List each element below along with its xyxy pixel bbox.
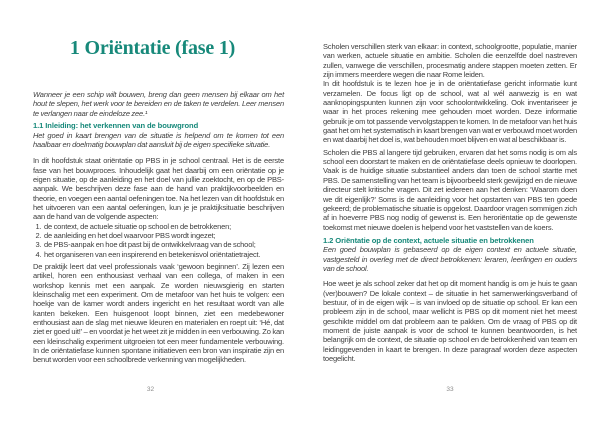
aspect-list-item-3: 3. de PBS-aanpak en hoe dit past bij de ontwikkelvraag van de school; xyxy=(43,240,284,249)
aspect-list-item-4: 4. het organiseren van een inspirerend en betekenisvol oriëntatietraject. xyxy=(43,250,284,259)
chapter-title: 1 Oriëntatie (fase 1) xyxy=(69,37,236,59)
page-left xyxy=(33,0,284,425)
aspect-list-item-1: 1. de context, de actuele situatie op school en de betrokkenen; xyxy=(43,222,284,231)
section-1-2-lead: Een goed bouwplan is gebaseerd op de eigen context en actuele situatie, vastgesteld in overleg met de direct betrokkenen: leraren, leerlingen en ouders van de school. xyxy=(323,245,577,274)
section-1-2-heading: 1.2 Oriëntatie op de context, actuele situatie en betrokkenen xyxy=(323,235,534,245)
right-paragraph-1b: In dit hoofdstuk is te lezen hoe je in de oriëntatiefase gericht informatie kunt verzamelen. De focus ligt op de school, wat al wél aanwezig is en wat aanknopingspunten kunnen zijn voor schoolontwikkeling. Ook inventariseer je waar in het proces rekening mee gehouden moet worden. Deze informatie gebruik je om tot passende vervolgstappen te komen. In de metafoor van het huis gaat het om het systematisch in kaart brengen van wat er verbouwd moet worden en wat daarbij het doel is, wat behouden moet blijven en wat al beschikbaar is. xyxy=(323,79,577,145)
section-1-1-paragraph-2: De praktijk leert dat veel professionals vaak ‘gewoon beginnen’. Zij lezen een artikel, horen een enthousiast verhaal van een collega, of maken in een workshop kennis met een aanpak. Ze worden nieuwsgierig en starten kleinschalig met een experiment. Om de metafoor van het huis te volgen: een hoekje van de kamer wordt anders ingericht en het resultaat wordt van alle kanten bekeken. Een huisgenoot loopt binnen, ziet een medebewoner enthousiast aan de slag met nieuwe kleuren en materialen en roept uit: ‘Hé, dat ziet er goed uit!’ – en voordat je het weet zit je midden in een verbouwing. Zo kan een kleinschalig experiment uitgroeien tot een meer fundamentele verbouwing. In de oriëntatiefase kunnen spontane initiatieven een bron van inspiratie zijn en benut worden voor een schoolbrede verkenning van mogelijkheden. xyxy=(33,262,284,365)
section-1-2-paragraph: Hoe weet je als school zeker dat het op dit moment handig is om je huis te gaan (ver)bouwen? De lokale context – de situatie in het samenwerkingsverband of bestuur, of in de eigen wijk – is van invloed op de situatie op school. Er kan een probleem zijn in de school, maar wellicht is PBS op dit moment niet het meest geschikte middel om dat probleem aan te pakken. Om de vraag of PBS op dit moment de juiste aanpak is voor de school te kunnen beantwoorden, is het belangrijk om de context, de situatie op school en de betrokkenheid van team en leidinggevenden in kaart te brengen. In deze paragraaf worden deze aspecten toegelicht. xyxy=(323,279,577,364)
section-1-1-paragraph-1: In dit hoofdstuk staat oriëntatie op PBS in je school centraal. Het is de eerste fase van het bouwproces. Inhoudelijk gaat het daarbij om een oriëntatie op je eigen situatie, op de aanleiding en het doel van jullie zoektocht, en op de PBS-aanpak. We beschrijven deze fase aan de hand van praktijkvoorbeelden en theorie, en voegen een aantal oefeningen toe. Na het lezen van dit hoofdstuk en het uitvoeren van een aantal oefeningen, kun je je praktijksituatie beschrijven aan de hand van de volgende aspecten: xyxy=(33,156,284,222)
page-number-left: 32 xyxy=(146,386,155,393)
right-paragraph-1a: Scholen verschillen sterk van elkaar: in context, schoolgrootte, populatie, manier van werken, actuele situatie en ambitie. Scholen die eenzelfde doel nastreven zullen, vanwege die verschillen, procesmatig andere stappen moeten zetten. Er zijn immers meerdere wegen die naar Rome leiden. xyxy=(323,42,577,80)
aspect-list-item-2: 2. de aanleiding en het doel waarvoor PBS wordt ingezet; xyxy=(43,231,284,240)
section-1-1-lead: Het goed in kaart brengen van de situatie is helpend om te komen tot een haalbaar en doelmatig bouwplan dat aansluit bij de eigen specifieke situatie. xyxy=(33,130,284,149)
intro-quote: Wanneer je een schip wilt bouwen, breng dan geen mensen bij elkaar om het hout te slepen, het werk voor te bereiden en de taken te verdelen. Leer mensen te verlangen naar de eindeloze zee.¹ xyxy=(33,90,284,118)
page-number-right: 33 xyxy=(446,386,454,393)
aspect-list xyxy=(33,222,284,259)
page-right xyxy=(323,0,577,425)
right-paragraph-2: Scholen die PBS al langere tijd gebruiken, ervaren dat het soms nodig is om als school een doorstart te maken en de oriëntatiefase deels opnieuw te doorlopen. Vaak is de huidige situatie substantieel anders dan toen de school startte met PBS. De samenstelling van het team is bijvoorbeeld sterk gewijzigd en de nieuwe directeur stelt kritische vragen. Dit zet iedereen aan het denken: ‘Waarom doen we dit eigenlijk?’ Soms is de aanleiding voor het opstarten van PBS ten goede gekeerd; de problematische situatie is opgelost. Daardoor vragen sommigen zich af in hoeverre PBS nog nodig of gewenst is. Een heroriëntatie op de gewenste toekomst met nieuwe doelen is helpend voor het vaststellen van de koers. xyxy=(323,147,577,232)
section-1-1-heading: 1.1 Inleiding: het verkennen van de bouwgrond xyxy=(33,121,199,131)
